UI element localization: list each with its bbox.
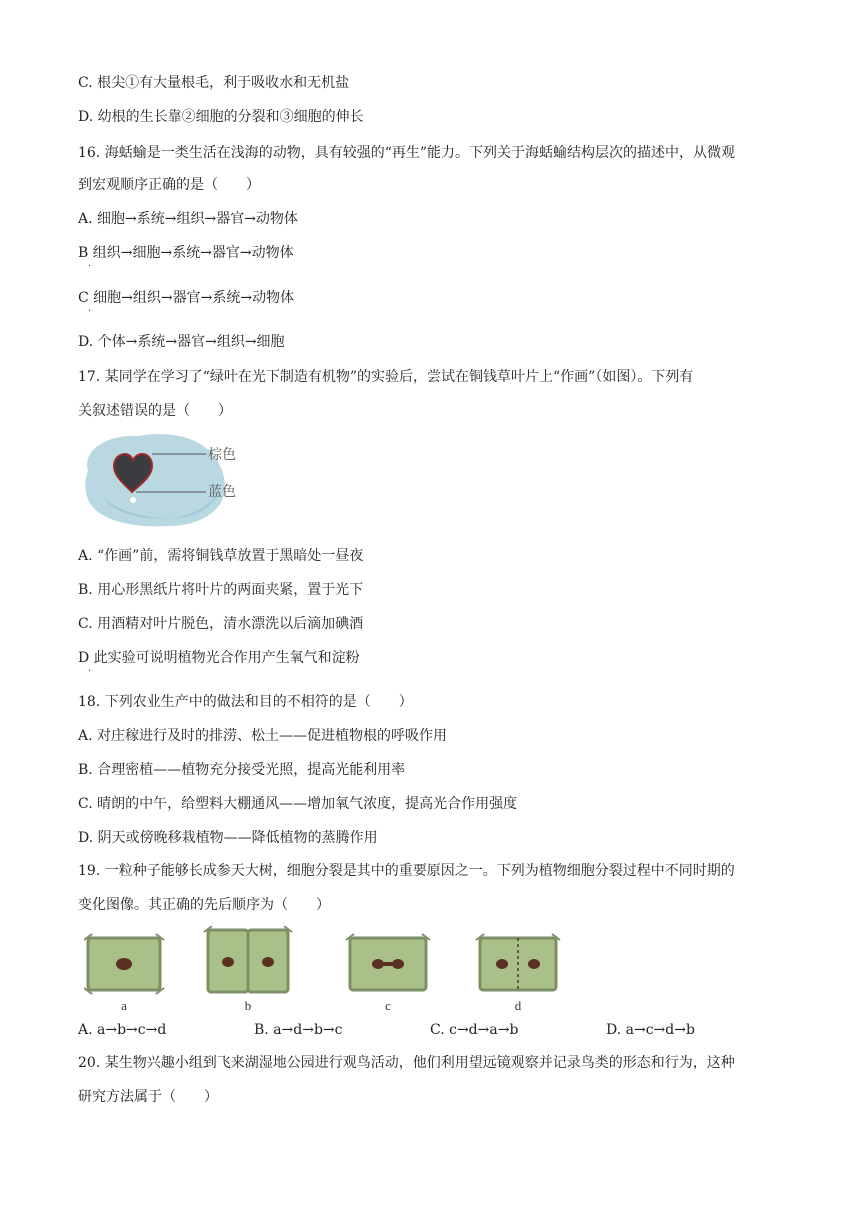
q18-option-b: B. 合理密植——植物充分接受光照，提高光能利用率 [78,762,406,778]
q16-option-b: B 组织→细胞→系统→器官→动物体 [78,245,294,261]
cell-label-a: a [121,998,127,1013]
cell-c [346,934,430,990]
q18-stem: 18. 下列农业生产中的做法和目的不相符的是（ ） [78,694,413,710]
cell-label-d: d [514,998,522,1013]
q15-option-d: D. 幼根的生长靠②细胞的分裂和③细胞的伸长 [78,109,364,125]
cell-label-c: c [385,998,391,1013]
q16-option-c: C 细胞→组织→器官→系统→动物体 [78,290,295,306]
cell-d [476,934,560,990]
option-dot: · [88,666,92,677]
leaf-heart-figure [78,430,258,530]
leaf-shape [85,434,225,526]
cell-a [84,934,164,994]
q18-option-c: C. 晴朗的中午，给塑料大棚通风——增加氧气浓度，提高光合作用强度 [78,796,518,812]
label-brown: 棕色 [208,447,236,463]
cell-label-b: b [244,998,252,1013]
q16-stem-line2: 到宏观顺序正确的是（ ） [78,177,260,193]
q17-stem-line1: 17. 某同学在学习了“绿叶在光下制造有机物”的实验后，尝试在铜钱草叶片上“作画”（如图）。下列有 [78,369,694,385]
q18-option-a: A. 对庄稼进行及时的排涝、松土——促进植物根的呼吸作用 [78,728,448,744]
q20-stem-line1: 20. 某生物兴趣小组到飞来湖湿地公园进行观鸟活动，他们利用望远镜观察并记录鸟类的形态和行为，这种 [78,1055,735,1071]
cell-division-figure [84,926,574,1016]
option-dot: · [88,306,92,317]
q19-stem-line1: 19. 一粒种子能够长成参天大树，细胞分裂是其中的重要原因之一。下列为植物细胞分裂过程中不同时期的 [78,863,735,879]
q19-stem-line2: 变化图像。其正确的先后顺序为（ ） [78,897,330,913]
q17-option-b: B. 用心形黑纸片将叶片的两面夹紧，置于光下 [78,582,364,598]
q16-option-a: A. 细胞→系统→组织→器官→动物体 [78,211,298,227]
q18-option-d: D. 阴天或傍晚移栽植物——降低植物的蒸腾作用 [78,830,378,846]
q16-stem-line1: 16. 海蛞蝓是一类生活在浅海的动物，具有较强的“再生”能力。下列关于海蛞蝓结构层次的描述中，从微观 [78,145,736,161]
q19-option-b: B. a→d→b→c [254,1022,343,1038]
option-dot: · [88,261,92,272]
label-blue: 蓝色 [208,484,236,500]
q16-option-d: D. 个体→系统→器官→组织→细胞 [78,334,285,350]
q19-option-c: C. c→d→a→b [430,1022,519,1038]
q19-option-a: A. a→b→c→d [78,1022,167,1038]
q17-stem-line2: 关叙述错误的是（ ） [78,403,232,419]
q15-option-c: C. 根尖①有大量根毛，利于吸收水和无机盐 [78,75,350,91]
q19-option-d: D. a→c→d→b [606,1022,695,1038]
cell-b [204,926,292,992]
q17-option-c: C. 用酒精对叶片脱色，清水漂洗以后滴加碘酒 [78,616,364,632]
q17-option-d: D 此实验可说明植物光合作用产生氧气和淀粉 [78,650,360,666]
q20-stem-line2: 研究方法属于（ ） [78,1089,218,1105]
q17-option-a: A. “作画”前，需将铜钱草放置于黑暗处一昼夜 [78,548,364,564]
